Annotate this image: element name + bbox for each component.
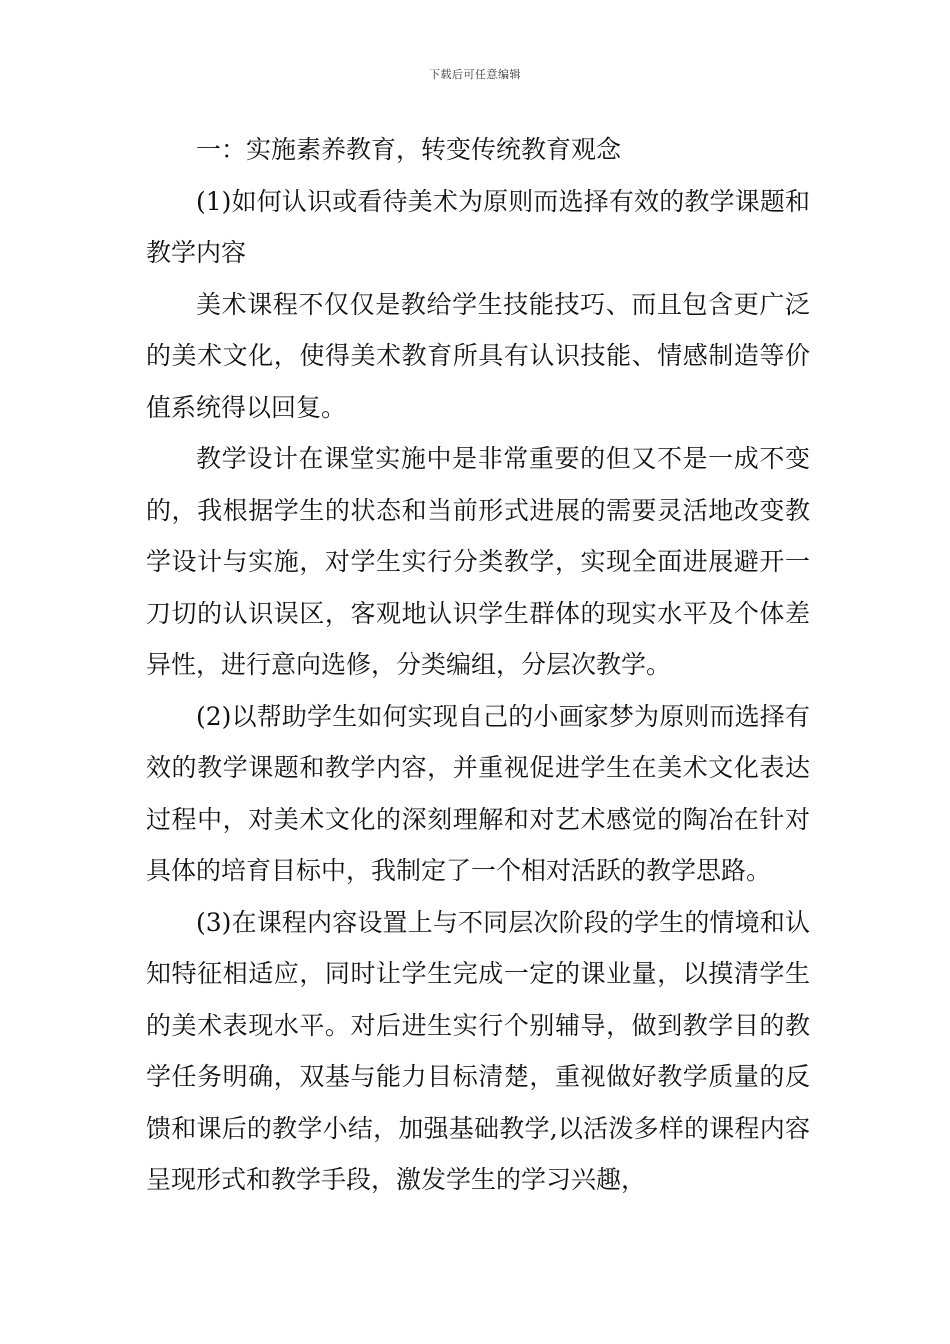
paragraph-1: (1)如何认识或看待美术为原则而选择有效的教学课题和教学内容 bbox=[146, 186, 810, 267]
paragraph-4: (2)以帮助学生如何实现自己的小画家梦为原则而选择有效的教学课题和教学内容，并重视促进学生在美术文化表达过程中，对美术文化的深刻理解和对艺术感觉的陶冶在针对具体的培育目标中，我制定了一个相对活跃的教学思路。 bbox=[146, 701, 810, 885]
section-heading: 一：实施素养教育，转变传统教育观念 bbox=[196, 135, 622, 164]
page-header-note: 下载后可任意编辑 bbox=[429, 68, 521, 81]
document-body bbox=[146, 124, 810, 1206]
paragraph-3: 教学设计在课堂实施中是非常重要的但又不是一成不变的，我根据学生的状态和当前形式进展的需要灵活地改变教学设计与实施，对学生实行分类教学，实现全面进展避开一刀切的认识误区，客观地认识学生群体的现实水平及个体差异性，进行意向选修，分类编组，分层次教学。 bbox=[146, 444, 810, 679]
paragraph-2: 美术课程不仅仅是教给学生技能技巧、而且包含更广泛的美术文化，使得美术教育所具有认识技能、情感制造等价值系统得以回复。 bbox=[146, 289, 810, 422]
paragraph-5: (3)在课程内容设置上与不同层次阶段的学生的情境和认知特征相适应，同时让学生完成一定的课业量，以摸清学生的美术表现水平。对后进生实行个别辅导，做到教学目的教学任务明确，双基与能力目标清楚，重视做好教学质量的反馈和课后的教学小结，加强基础教学,以活泼多样的课程内容呈现形式和教学手段，激发学生的学习兴趣， bbox=[146, 907, 810, 1194]
